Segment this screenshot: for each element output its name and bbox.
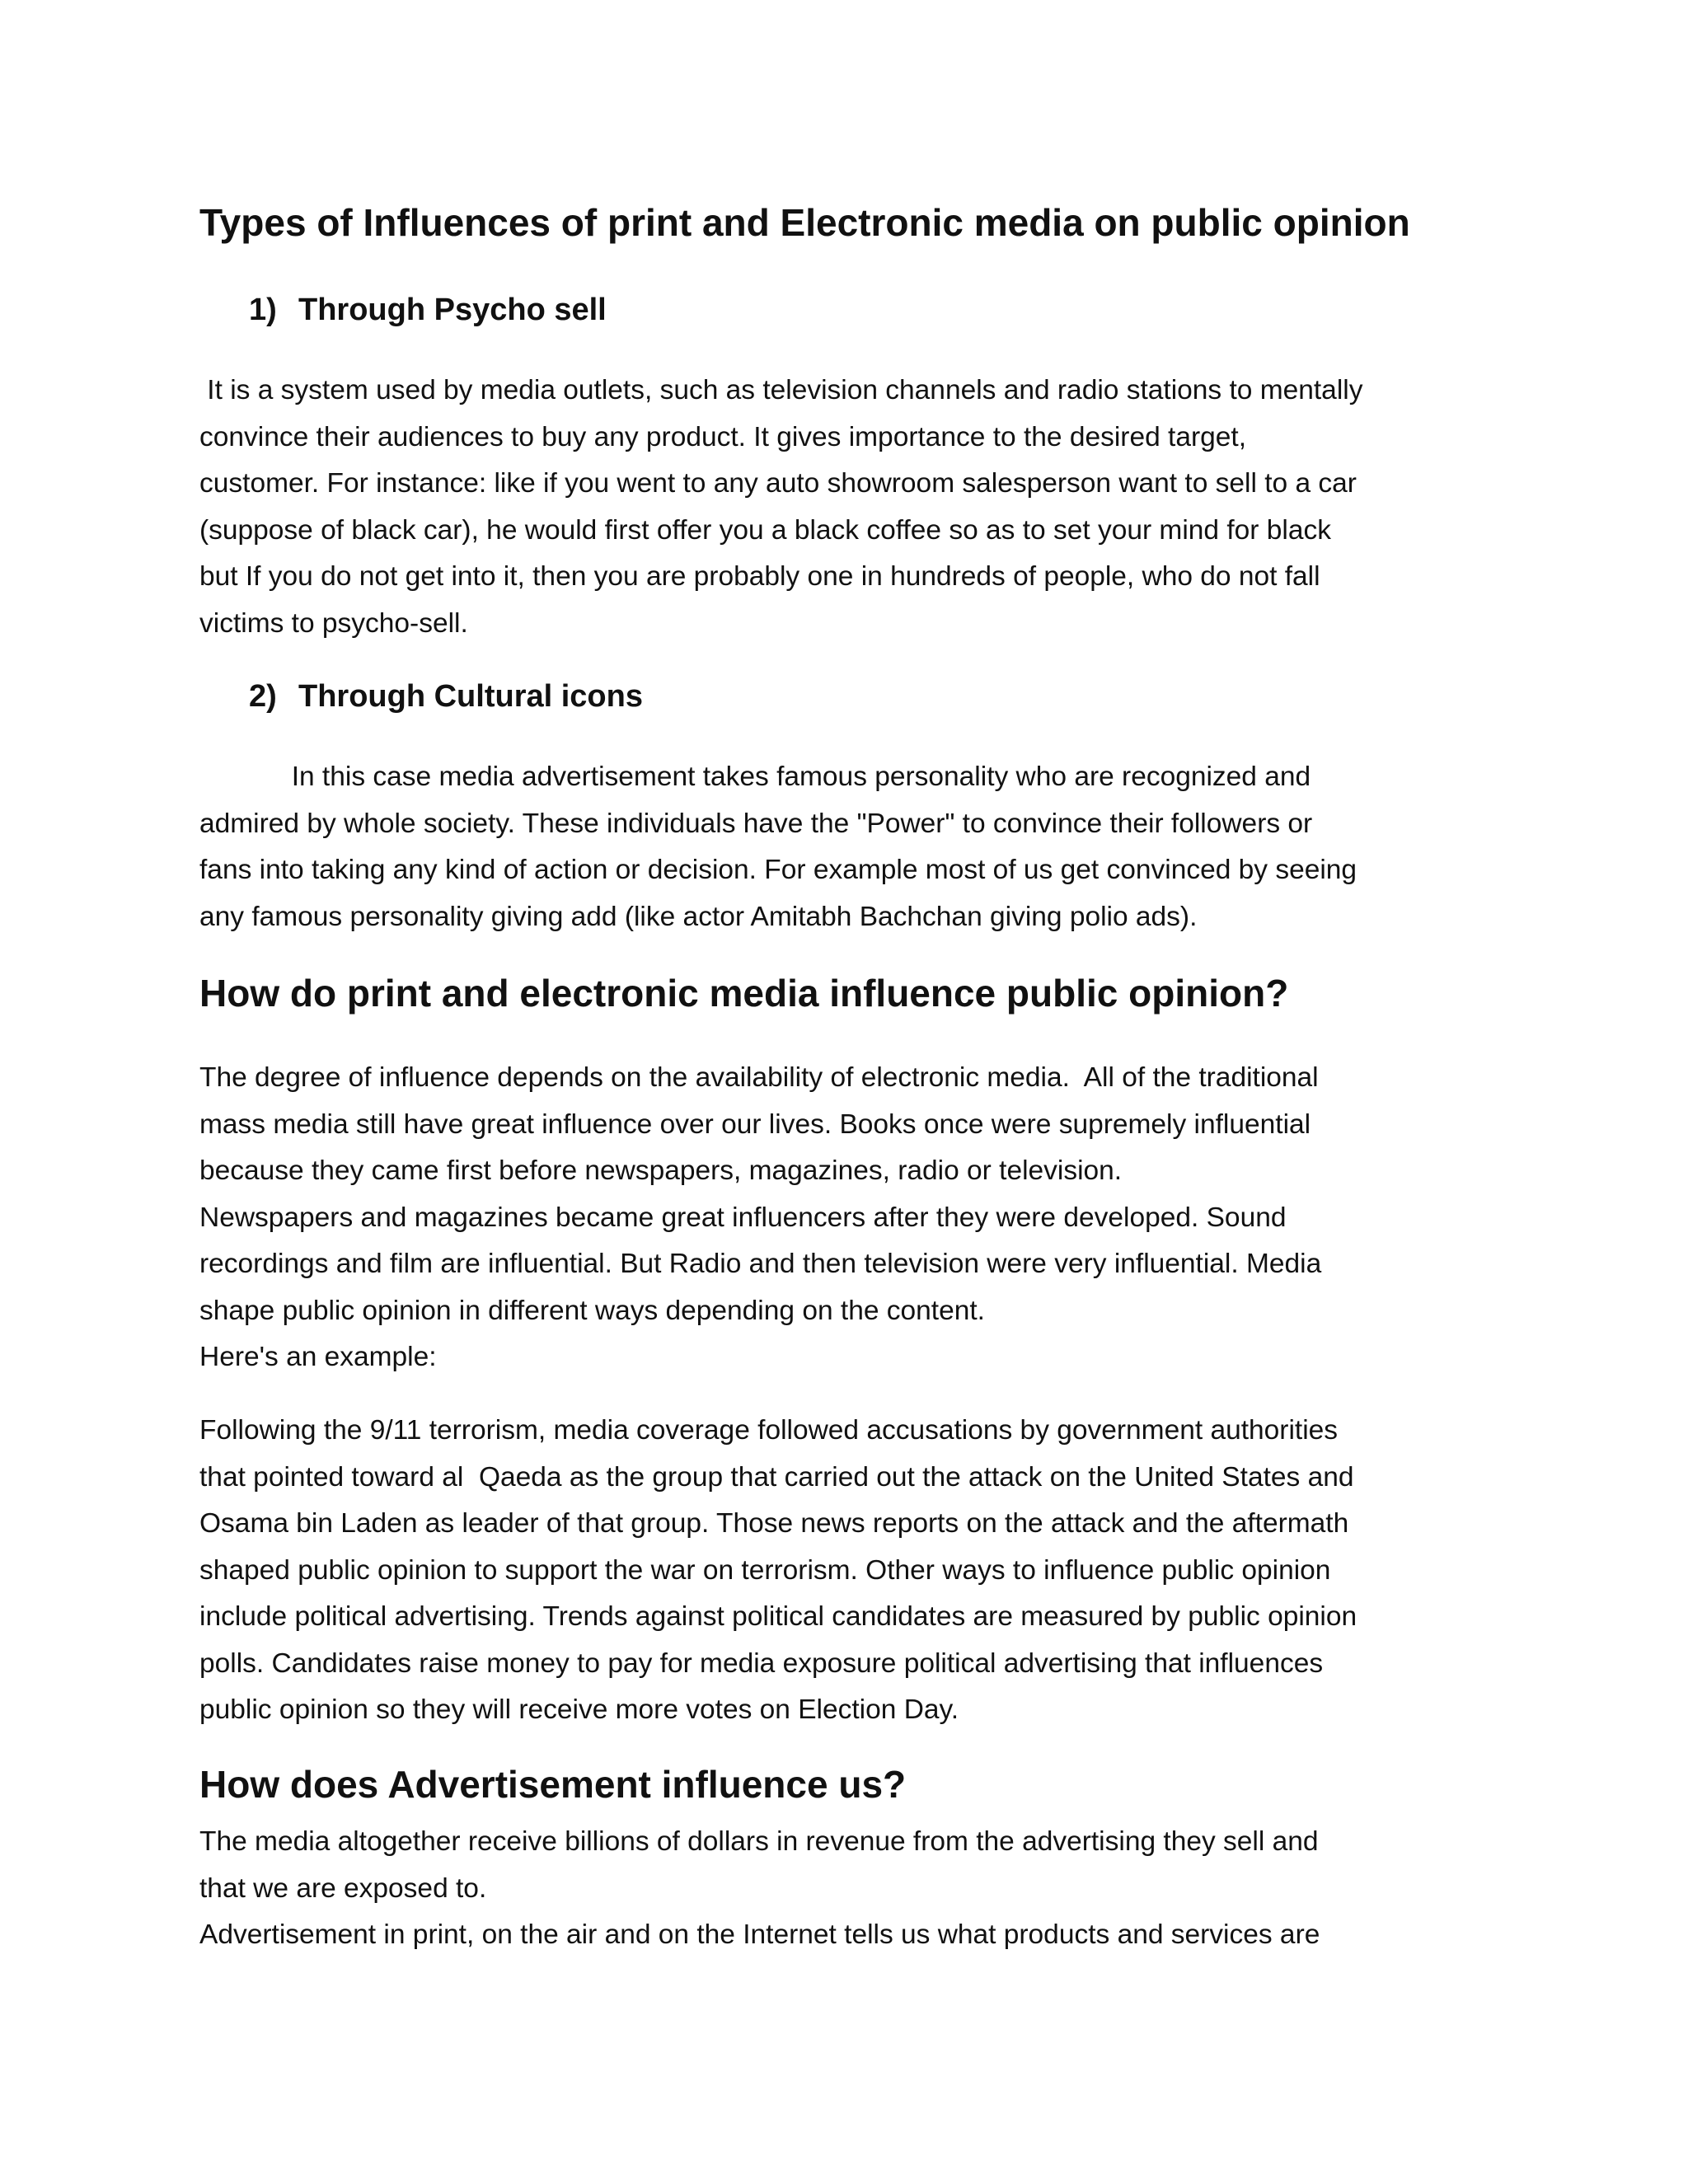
paragraph-line: include political advertising. Trends against political candidates are measured by public opinion xyxy=(199,1601,1357,1632)
paragraph-line: customer. For instance: like if you went to any auto showroom salesperson want to sell to a car xyxy=(199,468,1357,499)
paragraph-line: fans into taking any kind of action or decision. For example most of us get convinced by seeing xyxy=(199,855,1357,885)
advertisement-paragraph xyxy=(199,1819,1518,1959)
paragraph-line: but If you do not get into it, then you are probably one in hundreds of people, who do not fall xyxy=(199,561,1320,592)
paragraph-line: shaped public opinion to support the war on terrorism. Other ways to influence public opinion xyxy=(199,1554,1331,1586)
paragraph-line: It is a system used by media outlets, such as television channels and radio stations to mentally xyxy=(199,375,1363,405)
paragraph-line: convince their audiences to buy any product. It gives importance to the desired target, xyxy=(199,421,1247,452)
paragraph-line: The media altogether receive billions of dollars in revenue from the advertising they sell and xyxy=(199,1826,1319,1857)
paragraph-line: recordings and film are influential. But Radio and then television were very influential. Media xyxy=(199,1249,1322,1279)
paragraph-line: Following the 9/11 terrorism, media coverage followed accusations by government authorities xyxy=(199,1415,1339,1446)
paragraph-line: (suppose of black car), he would first offer you a black coffee so as to set your mind for black xyxy=(199,514,1331,546)
section-2-number: 2) xyxy=(249,679,277,714)
paragraph-line: any famous personality giving add (like actor Amitabh Bachchan giving polio ads). xyxy=(199,901,1198,932)
section-2-title: Through Cultural icons xyxy=(298,679,643,714)
paragraph-line: In this case media advertisement takes famous personality who are recognized and xyxy=(199,762,1311,792)
paragraph-line: victims to psycho-sell. xyxy=(199,607,468,639)
section-1-number: 1) xyxy=(249,293,277,327)
paragraph-line: polls. Candidates raise money to pay for media exposure political advertising that influences xyxy=(199,1647,1324,1679)
advertisement-heading: How does Advertisement influence us? xyxy=(199,1763,907,1806)
paragraph-line: Advertisement in print, on the air and on the Internet tells us what products and services are xyxy=(199,1919,1320,1950)
section-2-heading xyxy=(249,677,643,716)
paragraph-line: that pointed toward al Qaeda as the group that carried out the attack on the United States and xyxy=(199,1461,1354,1493)
section-1-title: Through Psycho sell xyxy=(298,293,607,327)
section-1-paragraph xyxy=(199,368,1518,647)
print-electronic-heading: How do print and electronic media influence public opinion? xyxy=(199,972,1289,1015)
section-1-heading xyxy=(249,290,607,330)
paragraph-line: shape public opinion in different ways depending on the content. xyxy=(199,1295,985,1326)
terrorism-paragraph xyxy=(199,1408,1518,1734)
degree-paragraph xyxy=(199,1055,1518,1381)
paragraph-line: because they came first before newspapers, magazines, radio or television. xyxy=(199,1155,1123,1186)
paragraph-line: Here's an example: xyxy=(199,1342,437,1372)
paragraph-line: that we are exposed to. xyxy=(199,1872,487,1904)
paragraph-line: The degree of influence depends on the availability of electronic media. All of the traditional xyxy=(199,1062,1319,1093)
paragraph-line: Osama bin Laden as leader of that group. Those news reports on the attack and the aftermath xyxy=(199,1508,1349,1539)
main-heading: Types of Influences of print and Electronic media on public opinion xyxy=(199,201,1410,244)
paragraph-line: public opinion so they will receive more votes on Election Day. xyxy=(199,1694,959,1725)
paragraph-line: admired by whole society. These individuals have the "Power" to convince their followers or xyxy=(199,808,1313,839)
paragraph-line: mass media still have great influence over our lives. Books once were supremely influential xyxy=(199,1108,1311,1140)
paragraph-line: Newspapers and magazines became great influencers after they were developed. Sound xyxy=(199,1202,1287,1233)
section-2-paragraph xyxy=(199,754,1518,940)
